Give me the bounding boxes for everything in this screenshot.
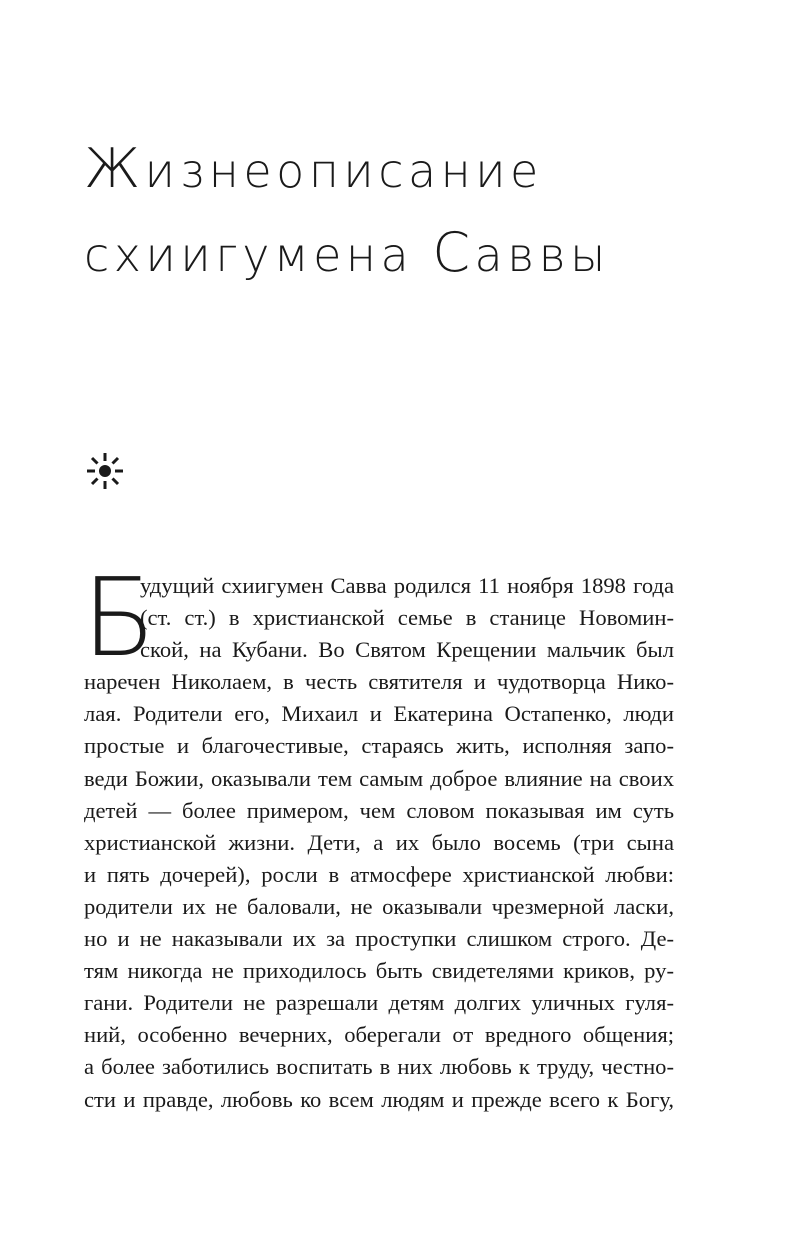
text-line: родители их не баловали, не оказывали чрезмерной ласки, xyxy=(84,893,674,919)
chapter-title-line-2 xyxy=(84,212,724,296)
text-line: гани. Родители не разрешали детям долгих уличных гуля- xyxy=(84,990,674,1016)
text-line: сти и правде, любовь ко всем людям и прежде всего к Богу, xyxy=(84,1086,674,1112)
text-line: христианской жизни. Дети, а их было восемь (три сына xyxy=(84,829,674,855)
text-line: (ст. ст.) в христианской семье в станице Новомин- xyxy=(140,605,674,631)
title-text: изнеописание xyxy=(144,144,543,198)
title-text: аввы xyxy=(474,228,610,282)
text-line: лая. Родители его, Михаил и Екатерина Остапенко, люди xyxy=(84,701,674,727)
drop-cap: Б xyxy=(82,556,157,681)
text-line: тям никогда не приходилось быть свидетелями криков, ру- xyxy=(84,958,674,984)
title-capital: Ж xyxy=(84,137,145,200)
text-line: ний, особенно вечерних, оберегали от вредного общения; xyxy=(84,1022,674,1048)
text-line: но и не наказывали их за проступки слишком строго. Де- xyxy=(84,926,674,952)
text-line: наречен Николаем, в честь святителя и чудотворца Нико- xyxy=(84,669,674,695)
text-line: и пять дочерей), росли в атмосфере христианской любви: xyxy=(84,861,674,887)
title-text: схиигумена xyxy=(84,228,433,282)
chapter-title-line-1 xyxy=(84,128,724,212)
body-paragraph xyxy=(82,556,674,1116)
text-line: ской, на Кубани. Во Святом Крещении мальчик был xyxy=(140,637,674,663)
chapter-title xyxy=(84,128,724,296)
text-line: простые и благочестивые, стараясь жить, исполняя запо- xyxy=(84,733,674,759)
text-line: детей — более примером, чем словом показывая им суть xyxy=(84,797,674,823)
text-line: веди Божии, оказывали тем самым доброе влияние на своих xyxy=(84,765,674,791)
text-line: удущий схиигумен Савва родился 11 ноября 1898 года xyxy=(140,573,674,598)
text-line: а более заботились воспитать в них любовь к труду, честно- xyxy=(84,1054,674,1080)
title-capital: С xyxy=(432,221,475,284)
sun-asterism-icon xyxy=(86,452,124,490)
